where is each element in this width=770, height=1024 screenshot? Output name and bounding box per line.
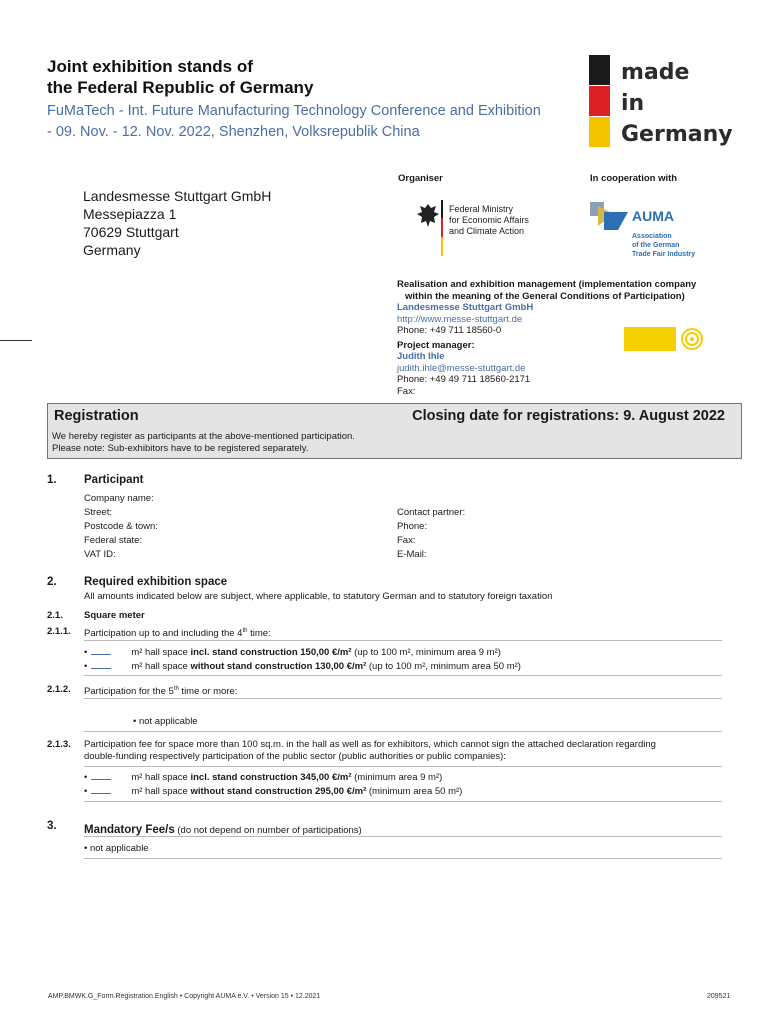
option-incl-stand-4th — [84, 646, 501, 659]
phone-field[interactable]: Phone: — [397, 521, 428, 532]
vat-id-field[interactable]: VAT ID: — [84, 549, 116, 560]
rule-2-1-3 — [84, 766, 722, 767]
section-2-1-1-text — [84, 626, 271, 640]
bmwk-line-2: for Economic Affairs — [449, 215, 529, 225]
cooperation-label: In cooperation with — [590, 173, 678, 184]
registration-title: Registration — [54, 408, 139, 424]
project-manager-label: Project manager: — [397, 339, 475, 351]
project-manager-phone: Phone: +49 49 711 18560-2171 — [397, 374, 531, 385]
auma-line-2: of the German — [632, 242, 680, 249]
made-in-germany-logo — [589, 55, 739, 150]
logo-word-in: in — [621, 91, 645, 116]
participant-fields-left — [84, 492, 158, 562]
opt1-a: m² hall space — [131, 647, 191, 658]
federal-eagle-icon — [416, 202, 440, 228]
rule-2-1-2-end — [84, 731, 722, 732]
option-without-stand-fee — [84, 785, 462, 798]
project-manager-email-link[interactable]: judith.ihle@messe-stuttgart.de — [397, 362, 526, 374]
opt2-b: without stand construction 130,00 €/m² — [190, 661, 367, 672]
section-2-1-1-number: 2.1.1. — [47, 626, 71, 637]
postcode-town-field[interactable]: Postcode & town: — [84, 521, 158, 532]
s213-opt1-b: incl. stand construction 345,00 €/m² — [190, 772, 352, 783]
fold-mark — [0, 340, 32, 341]
company-name-field[interactable]: Company name: — [84, 493, 154, 504]
section-2-title: Required exhibition space — [84, 576, 228, 588]
auma-line-3: Trade Fair Industry — [632, 251, 696, 258]
address-line-4: Germany — [83, 242, 141, 258]
s212-text-b: time or more: — [178, 686, 238, 698]
bmwk-logo — [416, 200, 576, 270]
management-phone: Phone: +49 711 18560-0 — [397, 325, 502, 336]
opt2-c: (up to 100 m², minimum area 50 m²) — [366, 661, 521, 672]
bmwk-line-3: and Climate Action — [449, 226, 525, 236]
registration-text-line-2: Please note: Sub-exhibitors have to be registered separately. — [52, 443, 309, 454]
management-heading-1: Realisation and exhibition management (implementation company — [397, 279, 697, 290]
auma-name: AUMA — [632, 208, 674, 224]
bmwk-flag-stripe — [441, 200, 443, 256]
messe-stuttgart-logo — [624, 327, 706, 351]
bullet: • — [84, 661, 88, 672]
s213-opt2-c: (minimum area 50 m²) — [366, 786, 463, 797]
opt1-b: incl. stand construction 150,00 €/m² — [190, 647, 352, 658]
not-applicable-2-1-2: • not applicable — [133, 716, 198, 727]
event-subtitle — [47, 101, 587, 143]
option-without-stand-4th — [84, 660, 521, 673]
management-heading-2: within the meaning of the General Conditions of Participation) — [405, 290, 685, 302]
email-field[interactable]: E-Mail: — [397, 549, 427, 560]
address-line-3: 70629 Stuttgart — [83, 224, 179, 240]
section-2-1-3-number: 2.1.3. — [47, 739, 71, 750]
rule-3-end — [84, 858, 722, 859]
s211-text-a: Participation up to and including the 4 — [84, 628, 243, 640]
federal-state-field[interactable]: Federal state: — [84, 535, 143, 546]
footer-left: AMP.BMWK.G_Form.Registration.English • Copyright AUMA e.V. • Version 15 • 12.2021 — [48, 993, 321, 1000]
s212-text-a: Participation for the 5 — [84, 686, 174, 698]
section-2-1-2-text — [84, 684, 237, 698]
auma-logo — [588, 200, 718, 265]
s211-text-b: time: — [247, 628, 271, 640]
subtitle-line-1: FuMaTech - Int. Future Manufacturing Technology Conference and Exhibition — [47, 103, 541, 119]
section-2-1-number: 2.1. — [47, 610, 63, 621]
street-field[interactable]: Street: — [84, 507, 112, 518]
registration-text — [52, 431, 355, 455]
section-2-1-3-text — [84, 739, 734, 762]
not-applicable-3: • not applicable — [84, 843, 149, 854]
address-line-1: Landesmesse Stuttgart GmbH — [83, 188, 272, 204]
section-3-number: 3. — [47, 820, 57, 832]
rule-3 — [84, 836, 722, 837]
bullet: • — [84, 786, 88, 797]
s212-sup: th — [173, 686, 179, 692]
option-incl-stand-fee — [84, 771, 442, 784]
sqm-input-without-4th[interactable] — [91, 660, 111, 669]
section-1-title: Participant — [84, 474, 144, 486]
s213-line-2: double-funding respectively participation of the public sector (public authorities or public companies): — [84, 750, 506, 762]
section-3-note: (do not depend on number of participations) — [174, 825, 362, 836]
sqm-input-incl-fee[interactable] — [91, 771, 111, 780]
logo-word-made: made — [621, 60, 690, 85]
messe-logo-yellow-block — [624, 327, 676, 351]
rule-2-1-2 — [84, 698, 722, 699]
sqm-input-incl-4th[interactable] — [91, 646, 111, 655]
title-line-2: the Federal Republic of Germany — [47, 78, 314, 97]
bullet: • — [84, 772, 88, 783]
section-1-number: 1. — [47, 474, 57, 486]
registration-box — [47, 403, 742, 459]
auma-line-1: Association — [632, 233, 672, 240]
subtitle-line-2: - 09. Nov. - 12. Nov. 2022, Shenzhen, Volksrepublik China — [47, 124, 420, 140]
section-2-1-title: Square meter — [84, 610, 145, 621]
fax-field[interactable]: Fax: — [397, 535, 416, 546]
s213-opt2-a: m² hall space — [131, 786, 191, 797]
s213-opt1-c: (minimum area 9 m²) — [351, 772, 443, 783]
s213-opt1-a: m² hall space — [131, 772, 191, 783]
sqm-input-without-fee[interactable] — [91, 785, 111, 794]
contact-partner-field[interactable]: Contact partner: — [397, 507, 466, 518]
rule-2-1-1 — [84, 640, 722, 641]
section-2-number: 2. — [47, 576, 57, 588]
opt2-a: m² hall space — [131, 661, 191, 672]
project-manager-fax: Fax: — [397, 385, 416, 397]
logo-word-germany: Germany — [621, 122, 733, 147]
flag-black-bar — [589, 55, 610, 85]
registration-text-line-1: We hereby register as participants at the above-mentioned participation. — [52, 431, 355, 442]
s213-opt2-b: without stand construction 295,00 €/m² — [190, 786, 367, 797]
tax-note: All amounts indicated below are subject, where applicable, to statutory German and to statutory foreign taxation — [84, 591, 553, 602]
flag-red-bar — [589, 86, 610, 116]
auma-mark-icon — [588, 200, 630, 236]
section-3-title: Mandatory Fee/s — [84, 824, 175, 836]
title-line-1: Joint exhibition stands of — [47, 57, 253, 76]
footer-right: 209521 — [707, 993, 731, 1000]
recipient-address — [83, 187, 271, 259]
s211-sup: th — [242, 628, 248, 634]
management-company: Landesmesse Stuttgart GmbH — [397, 302, 534, 313]
flag-gold-bar — [589, 117, 610, 147]
participant-fields-right — [397, 506, 465, 562]
organiser-label: Organiser — [398, 173, 443, 184]
management-url-link[interactable]: http://www.messe-stuttgart.de — [397, 313, 523, 325]
bmwk-line-1: Federal Ministry — [449, 204, 514, 214]
fingerprint-icon — [678, 327, 706, 351]
bullet: • — [84, 647, 88, 658]
address-line-2: Messepiazza 1 — [83, 206, 177, 222]
project-manager-name: Judith Ihle — [397, 351, 445, 362]
rule-2-1-1-end — [84, 675, 722, 676]
closing-date: Closing date for registrations: 9. August 2022 — [412, 408, 725, 424]
s213-line-1: Participation fee for space more than 100 sq.m. in the hall as well as for exhibitors, which cannot sign the attached declaration regarding — [84, 739, 656, 750]
section-2-1-2-number: 2.1.2. — [47, 684, 71, 695]
document-title — [47, 56, 313, 98]
opt1-c: (up to 100 m², minimum area 9 m²) — [351, 647, 501, 658]
rule-2-1-3-end — [84, 801, 722, 802]
